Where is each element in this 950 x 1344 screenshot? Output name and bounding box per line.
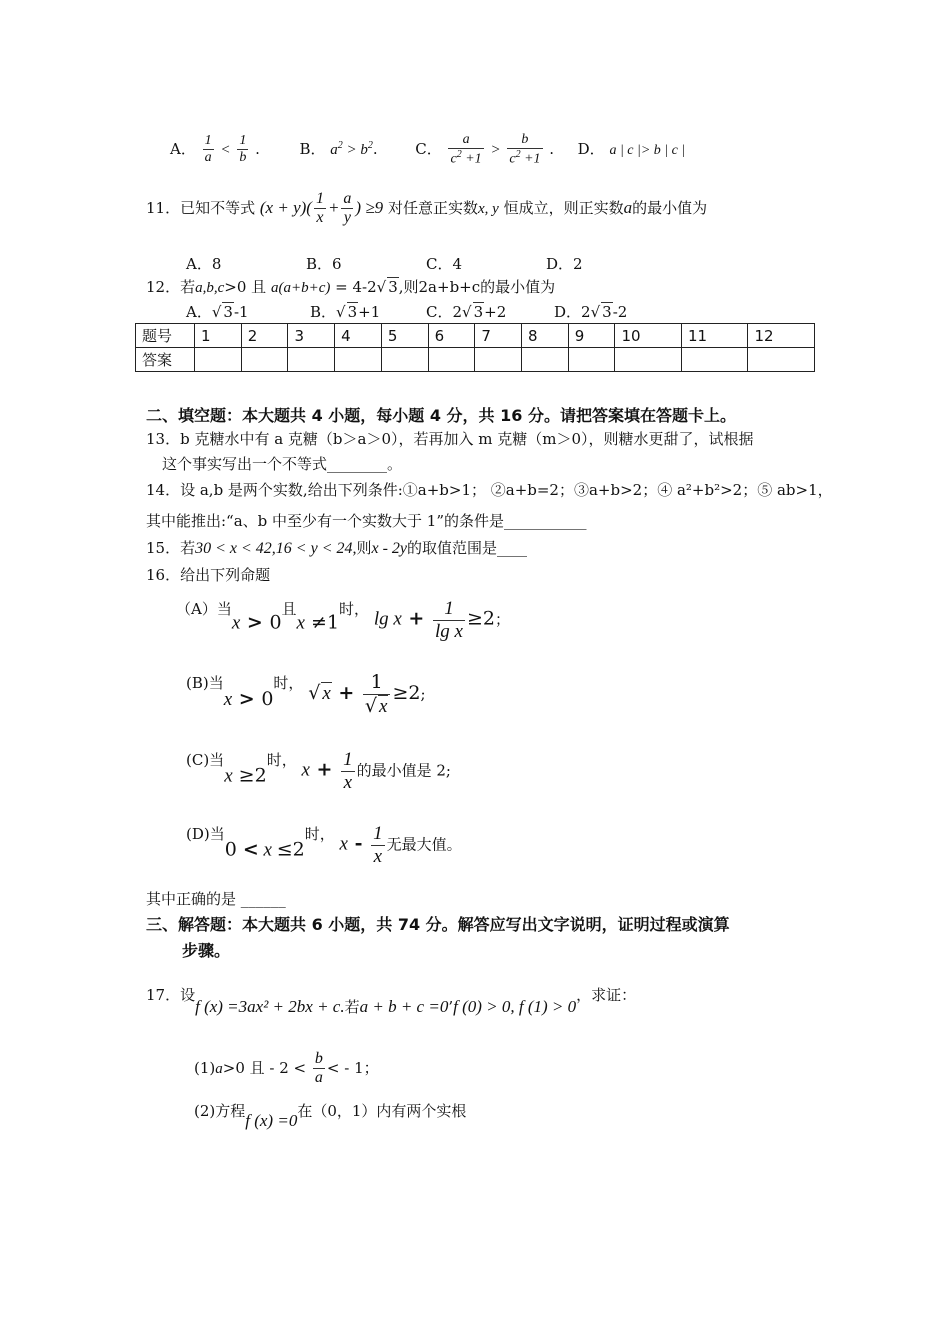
- q11-stem: 11．已知不等式 (x + y)( $\frac{1}{x}$ + $\frac{a}{y}$ ) ≥9 对任意正实数x, y 恒成立，则正实数a的最小值为: [146, 190, 708, 227]
- q11-option-d: D．2: [546, 255, 583, 273]
- q11-option-a: A．8: [186, 255, 222, 273]
- answer-cell[interactable]: [428, 348, 475, 372]
- table-cell: 10: [615, 324, 682, 348]
- section2-title: 二、填空题：本大题共 4 小题，每小题 4 分，共 16 分。请把答案填在答题卡上。: [146, 406, 736, 425]
- q16-item-a: （A）当x > 0且x ≠1时， lg x + $\frac{1}{\text{lg x}}$ ≥2；: [176, 598, 510, 642]
- q11-option-b: B．6: [306, 255, 342, 273]
- table-cell: 8: [522, 324, 569, 348]
- table-answer-label: 答案: [136, 348, 195, 372]
- q17-stem: 17．设f (x) =3ax² + 2bx + c.若a + b + c =0’f (0) > 0, f (1) > 0，求证：: [146, 986, 637, 1016]
- table-cell: 2: [241, 324, 288, 348]
- answer-cell[interactable]: [568, 348, 615, 372]
- q10-option-d: D．: [577, 139, 605, 158]
- q12-option-b: B．√ 3+1: [310, 303, 381, 321]
- q10-options: A． $\frac{1}{a}$ < $\frac{1}{b}$ . B． $a^2 > b^2$. C． $\frac{a}{c^2 +1}$ > $\frac{b}{c^2 +1}$ . D． a | c |> b | c |: [170, 132, 686, 167]
- section3-title-line2: 步骤。: [182, 941, 231, 960]
- table-cell: 9: [568, 324, 615, 348]
- q13-line1: 13．b 克糖水中有 a 克糖（b＞a＞0），若再加入 m 克糖（m＞0），则糖水更甜了，试根据: [146, 430, 754, 448]
- table-cell: 7: [475, 324, 522, 348]
- q16-item-c: (C)当x ≥2时， x + $\frac{1}{x}$ 的最小值是 2;: [186, 749, 451, 793]
- answer-cell[interactable]: [288, 348, 335, 372]
- q16-answer-line: 其中正确的是 ______: [146, 890, 286, 908]
- answer-table-answer-row: [136, 348, 815, 372]
- answer-cell[interactable]: [195, 348, 242, 372]
- answer-cell[interactable]: [241, 348, 288, 372]
- answer-table-header-row: [136, 324, 815, 348]
- q12-option-a: A．√ 3-1: [186, 303, 249, 321]
- table-cell: 1: [195, 324, 242, 348]
- table-cell: 12: [748, 324, 815, 348]
- answer-cell[interactable]: [748, 348, 815, 372]
- answer-cell[interactable]: [335, 348, 382, 372]
- q10-option-b: B．: [299, 139, 326, 158]
- answer-cell[interactable]: [615, 348, 682, 372]
- table-cell: 11: [681, 324, 748, 348]
- section3-title-line1: 三、解答题：本大题共 6 小题，共 74 分。解答应写出文字说明，证明过程或演算: [146, 915, 730, 934]
- q13-line2: 这个事实写出一个不等式________。: [162, 455, 403, 473]
- q16-item-d: (D)当0 < x ≤2时， x - $\frac{1}{x}$ 无最大值。: [186, 823, 462, 867]
- answer-table: [135, 323, 815, 372]
- q16-title: 16．给出下列命题: [146, 566, 271, 584]
- table-cell: 4: [335, 324, 382, 348]
- q12-option-d: D．2√ 3-2: [554, 303, 628, 321]
- q12-stem: 12．若a,b,c>0 且 a(a+b+c) = 4-2√ 3,则2a+b+c的最小值为: [146, 278, 556, 296]
- q17-part1: (1)a>0 且 - 2 < $\frac{b}{a}$ < - 1；: [194, 1050, 379, 1087]
- table-cell: 6: [428, 324, 475, 348]
- q16-item-b: (B)当x > 0时， √ x + $\frac{1}{√ x}$ ≥2;: [186, 671, 426, 717]
- table-header-label: 题号: [136, 324, 195, 348]
- q10-option-a: A．: [170, 139, 196, 158]
- q15: 15．若30 < x < 42,16 < y < 24,则x - 2y的取值范围是____: [146, 539, 528, 557]
- q10-option-c: C．: [415, 139, 442, 158]
- q14-line1: 14．设 a,b 是两个实数,给出下列条件:①a+b>1； ②a+b=2；③a+b>2；④ a²+b²>2；⑤ ab>1，: [146, 481, 833, 499]
- q12-option-c: C．2√ 3+2: [426, 303, 507, 321]
- q11-option-c: C．4: [426, 255, 463, 273]
- answer-cell[interactable]: [681, 348, 748, 372]
- answer-cell[interactable]: [475, 348, 522, 372]
- answer-cell[interactable]: [522, 348, 569, 372]
- table-cell: 3: [288, 324, 335, 348]
- q14-line2: 其中能推出:“a、b 中至少有一个实数大于 1”的条件是___________: [146, 512, 587, 530]
- q17-part2: (2)方程f (x) =0在（0，1）内有两个实根: [194, 1102, 467, 1130]
- answer-cell[interactable]: [381, 348, 428, 372]
- table-cell: 5: [381, 324, 428, 348]
